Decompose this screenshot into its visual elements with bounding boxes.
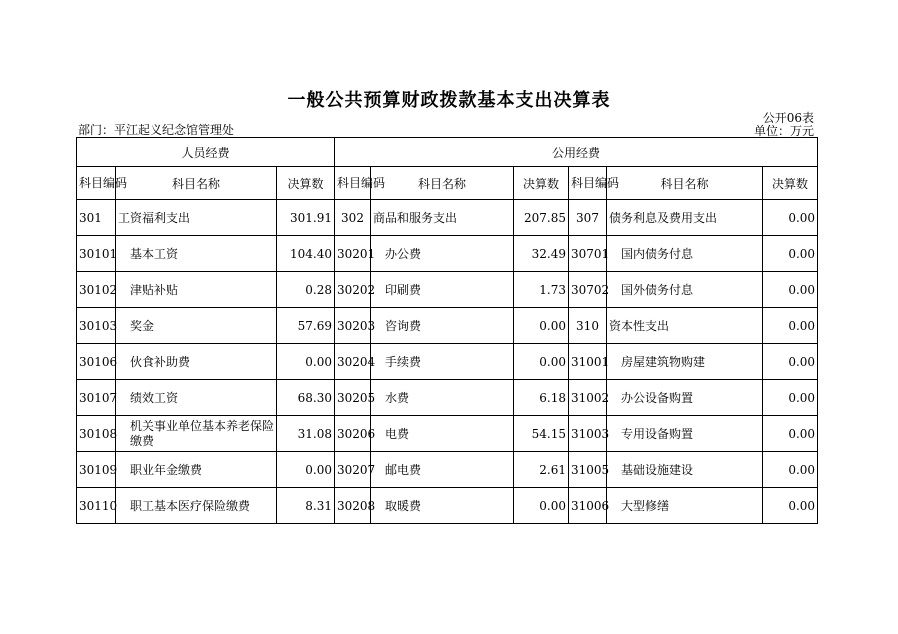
amount-cell: 0.00 bbox=[763, 236, 818, 272]
header-code: 科目编码 bbox=[335, 167, 371, 200]
amount-cell: 0.00 bbox=[514, 488, 569, 524]
amount-cell: 301.91 bbox=[277, 200, 335, 236]
amount-cell: 0.00 bbox=[514, 308, 569, 344]
name-cell: 债务利息及费用支出 bbox=[607, 200, 763, 236]
name-cell: 电费 bbox=[371, 416, 514, 452]
table-row bbox=[77, 488, 818, 524]
code-cell: 30101 bbox=[77, 236, 116, 272]
code-cell: 301 bbox=[77, 200, 116, 236]
name-cell: 绩效工资 bbox=[116, 380, 277, 416]
name-cell: 基本工资 bbox=[116, 236, 277, 272]
amount-cell: 57.69 bbox=[277, 308, 335, 344]
code-cell: 30108 bbox=[77, 416, 116, 452]
report-title: 一般公共预算财政拨款基本支出决算表 bbox=[287, 90, 611, 111]
name-cell: 职业年金缴费 bbox=[116, 452, 277, 488]
department-label: 部门：平江起义纪念馆管理处 bbox=[78, 123, 235, 137]
code-cell: 30208 bbox=[335, 488, 371, 524]
table-row bbox=[77, 416, 818, 452]
code-cell: 310 bbox=[569, 308, 607, 344]
code-cell: 31005 bbox=[569, 452, 607, 488]
table-row bbox=[77, 308, 818, 344]
name-cell: 咨询费 bbox=[371, 308, 514, 344]
amount-cell: 0.00 bbox=[514, 344, 569, 380]
code-cell: 31001 bbox=[569, 344, 607, 380]
name-cell: 水费 bbox=[371, 380, 514, 416]
code-cell: 31002 bbox=[569, 380, 607, 416]
amount-cell: 1.73 bbox=[514, 272, 569, 308]
amount-cell: 0.28 bbox=[277, 272, 335, 308]
name-cell: 取暖费 bbox=[371, 488, 514, 524]
table-row bbox=[77, 452, 818, 488]
header-code: 科目编码 bbox=[77, 167, 116, 200]
code-cell: 307 bbox=[569, 200, 607, 236]
code-cell: 30206 bbox=[335, 416, 371, 452]
group-header-row bbox=[77, 138, 818, 167]
amount-cell: 32.49 bbox=[514, 236, 569, 272]
code-cell: 30203 bbox=[335, 308, 371, 344]
code-cell: 302 bbox=[335, 200, 371, 236]
amount-cell: 0.00 bbox=[763, 452, 818, 488]
amount-cell: 0.00 bbox=[763, 488, 818, 524]
header-name: 科目名称 bbox=[371, 167, 514, 200]
code-cell: 30205 bbox=[335, 380, 371, 416]
code-cell: 31006 bbox=[569, 488, 607, 524]
amount-cell: 0.00 bbox=[277, 452, 335, 488]
amount-cell: 8.31 bbox=[277, 488, 335, 524]
name-cell: 职工基本医疗保险缴费 bbox=[116, 488, 277, 524]
name-cell: 印刷费 bbox=[371, 272, 514, 308]
name-cell: 手续费 bbox=[371, 344, 514, 380]
name-cell: 基础设施建设 bbox=[607, 452, 763, 488]
code-cell: 30701 bbox=[569, 236, 607, 272]
name-cell: 房屋建筑物购建 bbox=[607, 344, 763, 380]
name-cell: 资本性支出 bbox=[607, 308, 763, 344]
code-cell: 30106 bbox=[77, 344, 116, 380]
table-row bbox=[77, 236, 818, 272]
amount-cell: 104.40 bbox=[277, 236, 335, 272]
amount-cell: 68.30 bbox=[277, 380, 335, 416]
name-cell: 机关事业单位基本养老保险缴费 bbox=[116, 416, 277, 452]
table-row bbox=[77, 272, 818, 308]
code-cell: 30110 bbox=[77, 488, 116, 524]
code-cell: 30103 bbox=[77, 308, 116, 344]
amount-cell: 0.00 bbox=[763, 272, 818, 308]
header-amount: 决算数 bbox=[763, 167, 818, 200]
header-name: 科目名称 bbox=[607, 167, 763, 200]
amount-cell: 0.00 bbox=[763, 380, 818, 416]
amount-cell: 0.00 bbox=[763, 308, 818, 344]
amount-cell: 0.00 bbox=[763, 416, 818, 452]
group-public: 公用经费 bbox=[335, 138, 818, 167]
amount-cell: 2.61 bbox=[514, 452, 569, 488]
code-cell: 30204 bbox=[335, 344, 371, 380]
amount-cell: 0.00 bbox=[763, 344, 818, 380]
name-cell: 国外债务付息 bbox=[607, 272, 763, 308]
amount-cell: 0.00 bbox=[277, 344, 335, 380]
name-cell: 专用设备购置 bbox=[607, 416, 763, 452]
code-cell: 30702 bbox=[569, 272, 607, 308]
header-name: 科目名称 bbox=[116, 167, 277, 200]
table-row bbox=[77, 200, 818, 236]
code-cell: 30102 bbox=[77, 272, 116, 308]
code-cell: 30107 bbox=[77, 380, 116, 416]
expenditure-table bbox=[76, 137, 818, 524]
form-number: 公开06表 bbox=[762, 111, 814, 125]
name-cell: 津贴补贴 bbox=[116, 272, 277, 308]
code-cell: 30201 bbox=[335, 236, 371, 272]
name-cell: 商品和服务支出 bbox=[371, 200, 514, 236]
column-header-row bbox=[77, 167, 818, 200]
header-code: 科目编码 bbox=[569, 167, 607, 200]
code-cell: 31003 bbox=[569, 416, 607, 452]
name-cell: 大型修缮 bbox=[607, 488, 763, 524]
name-cell: 办公费 bbox=[371, 236, 514, 272]
name-cell: 奖金 bbox=[116, 308, 277, 344]
amount-cell: 0.00 bbox=[763, 200, 818, 236]
name-cell: 办公设备购置 bbox=[607, 380, 763, 416]
code-cell: 30202 bbox=[335, 272, 371, 308]
code-cell: 30109 bbox=[77, 452, 116, 488]
name-cell: 工资福利支出 bbox=[116, 200, 277, 236]
name-cell: 国内债务付息 bbox=[607, 236, 763, 272]
table-row bbox=[77, 344, 818, 380]
header-amount: 决算数 bbox=[277, 167, 335, 200]
amount-cell: 54.15 bbox=[514, 416, 569, 452]
amount-cell: 6.18 bbox=[514, 380, 569, 416]
unit-label: 单位：万元 bbox=[753, 124, 814, 138]
name-cell: 伙食补助费 bbox=[116, 344, 277, 380]
amount-cell: 207.85 bbox=[514, 200, 569, 236]
group-personnel: 人员经费 bbox=[77, 138, 335, 167]
code-cell: 30207 bbox=[335, 452, 371, 488]
name-cell: 邮电费 bbox=[371, 452, 514, 488]
amount-cell: 31.08 bbox=[277, 416, 335, 452]
table-row bbox=[77, 380, 818, 416]
header-amount: 决算数 bbox=[514, 167, 569, 200]
